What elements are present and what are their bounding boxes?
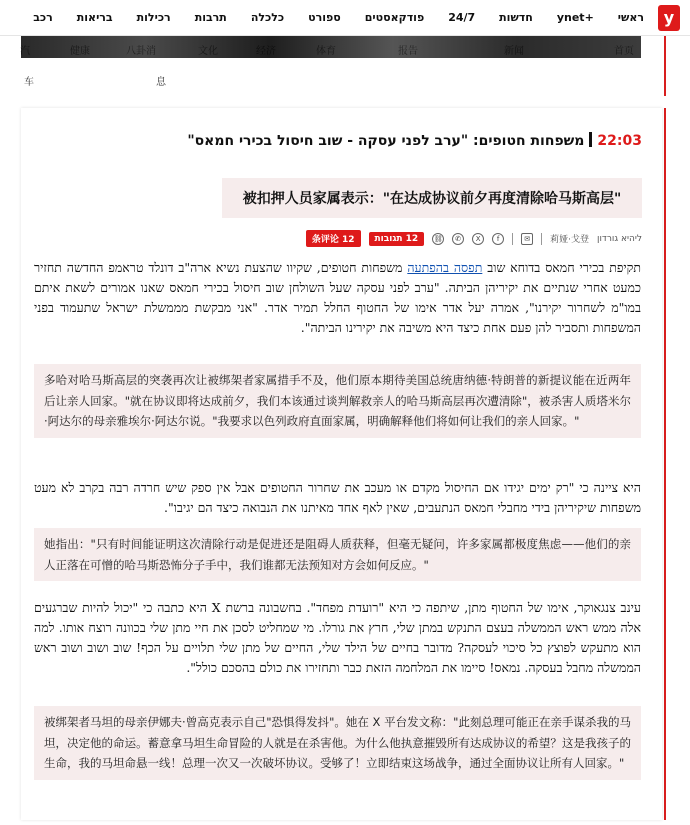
- nav-item-culture[interactable]: תרבות: [194, 11, 227, 24]
- inline-link[interactable]: תפסה בהפתעה: [407, 260, 483, 275]
- x-share-icon[interactable]: X: [472, 233, 484, 245]
- meta-divider: [512, 233, 513, 245]
- paragraph-1-start: תקיפת בכירי חמאס בדוחא שוב: [482, 260, 641, 275]
- strip-label-economy[interactable]: 经济: [256, 46, 276, 57]
- strip-label-gossip[interactable]: 八卦消: [126, 46, 156, 57]
- meta-divider: [541, 233, 542, 245]
- news-title: משפחות חטופים: "ערב לפני עסקה - שוב חיסול בכירי חמאס": [187, 133, 585, 149]
- nav-item-sport[interactable]: ספורט: [308, 11, 341, 24]
- nav-item-cars[interactable]: רכב: [33, 11, 53, 24]
- news-headline[interactable]: [187, 132, 642, 149]
- timeline-line: [664, 108, 666, 820]
- strip-label-sport[interactable]: 体育: [316, 46, 336, 57]
- article-paragraph-3: עינב צנגאוקר, אימו של החטוף מתן, שיתפה כי היא "רועדת מפחד". בחשבונה ברשת X היא כתבה כי "יכול להיות שברגעים אלה ממש ראש הממשלה בעצם התנקש במתן שלי, חרץ את גורלו. מי שמחליט לסכן את חיי מתן שלי בכוונה רוצח אותו. למה הוא מתעקש לפוצץ כל סיכוי לעסקה? מדובר בחיים של הילד שלי, החיים של מתן שלי תלויים על הכף! שוב ושוב ושוב ראש הממשלה מחבל בעסקה. נמאס! סיימו את המלחמה הזאת כבר ותחזירו את כולם בהסכם כולל".: [34, 600, 641, 675]
- article-paragraph-1: [34, 258, 641, 338]
- nav-item-gossip[interactable]: רכילות: [136, 11, 171, 24]
- nav-item-health[interactable]: בריאות: [76, 11, 113, 24]
- article-paragraph-2: היא ציינה כי "רק ימים יגידו אם החיסול מקדם או מעכב את שחרור החטופים אבל אין ספק שיש חרדה רבה בקרב לא מעט משפחות שיקיריהן בידי מחבלי חמאס הנתעבים, שאין לאף אחד מאיתנו את הנבואה כיצד הם יגיבו".: [34, 480, 641, 515]
- strip-label-health[interactable]: 健康: [70, 46, 90, 57]
- whatsapp-icon[interactable]: ✆: [452, 233, 464, 245]
- comments-badge[interactable]: 12 תגובות: [369, 232, 425, 246]
- facebook-icon[interactable]: f: [492, 233, 504, 245]
- author-name[interactable]: ליהיא גורדון: [597, 233, 642, 244]
- translated-paragraph-2: 她指出："只有时间能证明这次清除行动是促进还是阻碍人质获释，但毫无疑问，许多家属都极度焦虑——他们的亲人正落在可憎的哈马斯恐怖分子手中，我们谁都无法预知对方会如何反应。": [34, 528, 641, 581]
- strip-label-cars[interactable]: 汽: [20, 46, 30, 57]
- nav-item-home[interactable]: ראשי: [617, 11, 644, 24]
- timeline-line-top: [664, 36, 666, 96]
- ynet-logo[interactable]: y: [658, 5, 680, 31]
- translated-paragraph-1: 多哈对哈马斯高层的突袭再次让被绑架者家属措手不及，他们原本期待美国总统唐纳德·特朗普的新提议能在近两年后让亲人回家。"就在协议即将达成前夕，我们本该通过谈判解救亲人的哈马斯高层再次遭清除"，被杀害人质塔米尔·阿达尔的母亲雅埃尔·阿达尔说。"我要求以色列政府直面家属，明确解释他们将如何让我们的亲人回家。": [34, 364, 641, 438]
- comments-badge-translated[interactable]: 12 条评论: [306, 230, 361, 247]
- translated-headline: 被扣押人员家属表示："在达成协议前夕再度清除哈马斯高层": [222, 178, 642, 218]
- mail-icon[interactable]: ✉: [521, 233, 533, 245]
- nav-item-podcasts[interactable]: פודקאסטים: [364, 11, 425, 24]
- news-time: 22:03: [597, 133, 642, 149]
- strip-label-home[interactable]: 首页: [614, 46, 634, 57]
- strip-label-report[interactable]: 报告: [398, 46, 418, 57]
- nav-item-news[interactable]: חדשות: [499, 11, 533, 24]
- strip-label-news[interactable]: 新闻: [504, 46, 524, 57]
- headline-separator: [589, 132, 592, 147]
- strip-label-culture[interactable]: 文化: [198, 46, 218, 57]
- link-icon[interactable]: ⛓: [433, 234, 443, 243]
- strip-side-char-info: 息: [156, 77, 166, 88]
- article-meta-row: [306, 230, 642, 247]
- author-name-translated: 莉娅·戈登: [550, 235, 590, 245]
- top-navigation: [0, 0, 690, 36]
- nav-item-economy[interactable]: כלכלה: [250, 11, 285, 24]
- nav-item-ynet-plus[interactable]: +ynet: [556, 11, 594, 24]
- strip-side-char-car: 车: [24, 77, 34, 88]
- paragraph-1-rest: משפחות חטופים, שקיוו שהצעת נשיא ארה"ב דונלד טראמפ החדשה תחזיר כמעט אחרי שנתיים את יקיריהן הביתה. "ערב לפני עסקה שעל השולחן שוב חיסול בכירי חמאס שאנו אמורים לשאת איתם במו"מ לשחרור יקירנו", אמרה יעל אדר אימו של החטוף החלל תמיר אדר. "אני מבקשת מממשלת ישראל שתעמוד בפני המשפחות ותסביר להן פעם אחת כיצד היא משיבה את יקירינו הביתה".: [34, 260, 641, 335]
- nav-item-24-7[interactable]: 24/7: [448, 11, 476, 24]
- translated-paragraph-3: 被绑架者马坦的母亲伊娜夫·曾高克表示自己"恐惧得发抖"。她在 X 平台发文称："此刻总理可能正在亲手谋杀我的马坦，决定他的命运。蓄意拿马坦生命冒险的人就是在杀害他。为什么他执意摧毁所有达成协议的希望？这是我孩子的生命，我的马坦命悬一线！总理一次又一次破坏协议。受够了！立即结束这场战争，通过全面协议让所有人回家。": [34, 706, 641, 780]
